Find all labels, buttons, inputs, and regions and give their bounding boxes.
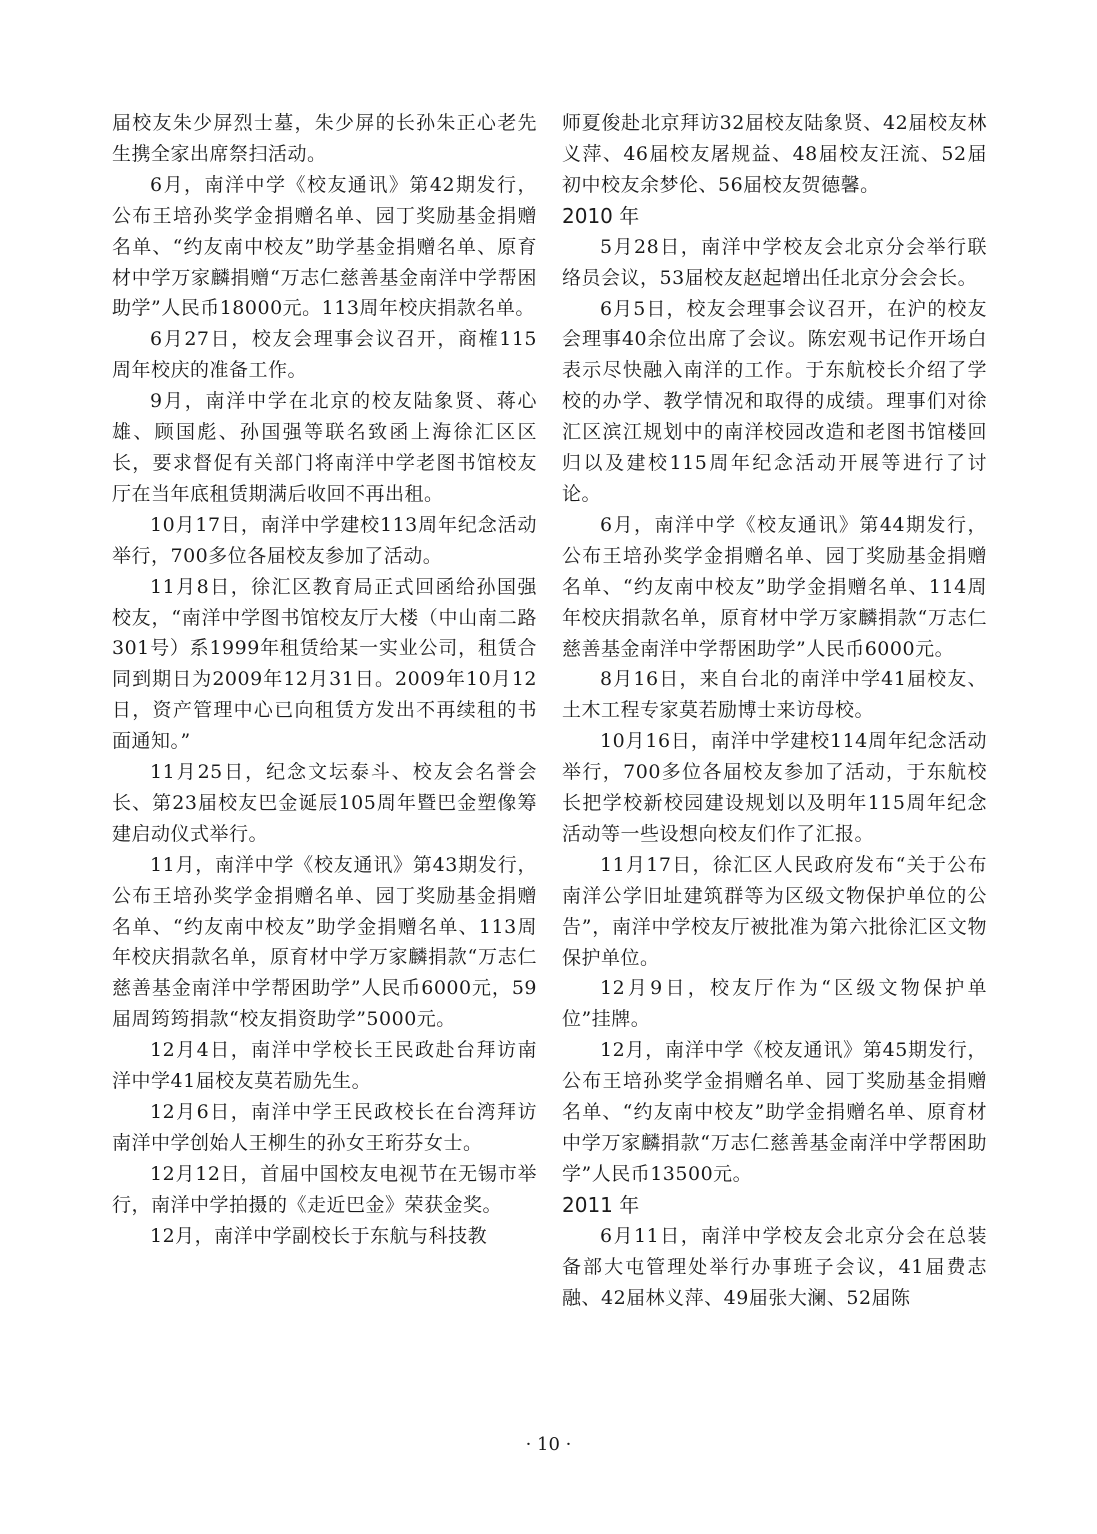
paragraph: 12月12日，首届中国校友电视节在无锡市举行，南洋中学拍摄的《走近巴金》荣获金奖。 bbox=[112, 1162, 537, 1216]
paragraph: 师夏俊赴北京拜访32届校友陆象贤、42届校友林义萍、46届校友屠规益、48届校友汪流、52届初中校友余梦伦、56届校友贺德馨。 bbox=[562, 112, 987, 196]
paragraph: 6月5日，校友会理事会议召开，在沪的校友会理事40余位出席了会议。陈宏观书记作开场白表示尽快融入南洋的工作。于东航校长介绍了学校的办学、教学情况和取得的成绩。理事们对徐汇区滨江规划中的南洋校园改造和老图书馆楼回归以及建校115周年纪念活动开展等进行了讨论。 bbox=[562, 297, 987, 505]
paragraph: 12月，南洋中学副校长于东航与科技教 bbox=[150, 1224, 488, 1247]
year-heading-2011: 2011 年 bbox=[562, 1192, 640, 1217]
left-column bbox=[112, 108, 537, 1252]
paragraph: 11月，南洋中学《校友通讯》第43期发行，公布王培孙奖学金捐赠名单、园丁奖励基金捐赠名单、“约友南中校友”助学金捐赠名单、113周年校庆捐款名单，原育材中学万家麟捐款“万志仁慈善基金南洋中学帮困助学”人民币6000元，59届周筠筠捐款“校友捐资助学”5000元。 bbox=[112, 853, 537, 1031]
paragraph: 12月9日，校友厅作为“区级文物保护单位”挂牌。 bbox=[562, 977, 987, 1031]
right-column bbox=[562, 108, 987, 1314]
paragraph: 11月25日，纪念文坛泰斗、校友会名誉会长、第23届校友巴金诞辰105周年暨巴金塑像筹建启动仪式举行。 bbox=[112, 761, 537, 845]
paragraph: 届校友朱少屏烈士墓，朱少屏的长孙朱正心老先生携全家出席祭扫活动。 bbox=[112, 112, 537, 165]
paragraph: 12月4日，南洋中学校长王民政赴台拜访南洋中学41届校友莫若励先生。 bbox=[112, 1039, 537, 1093]
paragraph: 5月28日，南洋中学校友会北京分会举行联络员会议，53届校友赵起增出任北京分会会长。 bbox=[562, 235, 987, 289]
paragraph: 6月11日，南洋中学校友会北京分会在总装备部大屯管理处举行办事班子会议，41届费志融、42届林义萍、49届张大澜、52届陈 bbox=[562, 1224, 987, 1309]
paragraph: 12月，南洋中学《校友通讯》第45期发行，公布王培孙奖学金捐赠名单、园丁奖励基金捐赠名单、“约友南中校友”助学金捐赠名单、原育材中学万家麟捐款“万志仁慈善基金南洋中学帮困助学”人民币13500元。 bbox=[562, 1039, 987, 1185]
paragraph: 10月17日，南洋中学建校113周年纪念活动举行，700多位各届校友参加了活动。 bbox=[112, 513, 537, 567]
paragraph: 6月，南洋中学《校友通讯》第42期发行，公布王培孙奖学金捐赠名单、园丁奖励基金捐赠名单、“约友南中校友”助学基金捐赠名单、原育材中学万家麟捐赠“万志仁慈善基金南洋中学帮困助学”人民币18000元。113周年校庆捐款名单。 bbox=[112, 173, 537, 320]
year-heading-2010: 2010 年 bbox=[562, 203, 640, 228]
paragraph: 12月6日，南洋中学王民政校长在台湾拜访南洋中学创始人王柳生的孙女王珩芬女士。 bbox=[112, 1101, 537, 1154]
paragraph: 10月16日，南洋中学建校114周年纪念活动举行，700多位各届校友参加了活动，于东航校长把学校新校园建设规划以及明年115周年纪念活动等一些设想向校友们作了汇报。 bbox=[562, 730, 987, 845]
paragraph: 11月17日，徐汇区人民政府发布“关于公布南洋公学旧址建筑群等为区级文物保护单位的公告”，南洋中学校友厅被批准为第六批徐汇区文物保护单位。 bbox=[562, 853, 987, 969]
page-number: · 10 · bbox=[525, 1434, 572, 1455]
paragraph: 6月27日，校友会理事会议召开，商榷115周年校庆的准备工作。 bbox=[112, 328, 537, 382]
paragraph: 6月，南洋中学《校友通讯》第44期发行，公布王培孙奖学金捐赠名单、园丁奖励基金捐赠名单、“约友南中校友”助学金捐赠名单、114周年校庆捐款名单，原育材中学万家麟捐款“万志仁慈善基金南洋中学帮困助学”人民币6000元。 bbox=[562, 513, 987, 660]
paragraph: 8月16日，来自台北的南洋中学41届校友、土木工程专家莫若励博士来访母校。 bbox=[562, 668, 987, 722]
paragraph: 11月8日，徐汇区教育局正式回函给孙国强校友，“南洋中学图书馆校友厅大楼（中山南二路301号）系1999年租赁给某一实业公司，租赁合同到期日为2009年12月31日。2009年10月12日，资产管理中心已向租赁方发出不再续租的书面通知。” bbox=[112, 575, 537, 753]
paragraph: 9月，南洋中学在北京的校友陆象贤、蒋心雄、顾国彪、孙国强等联名致函上海徐汇区区长，要求督促有关部门将南洋中学老图书馆校友厅在当年底租赁期满后收回不再出租。 bbox=[112, 390, 537, 505]
